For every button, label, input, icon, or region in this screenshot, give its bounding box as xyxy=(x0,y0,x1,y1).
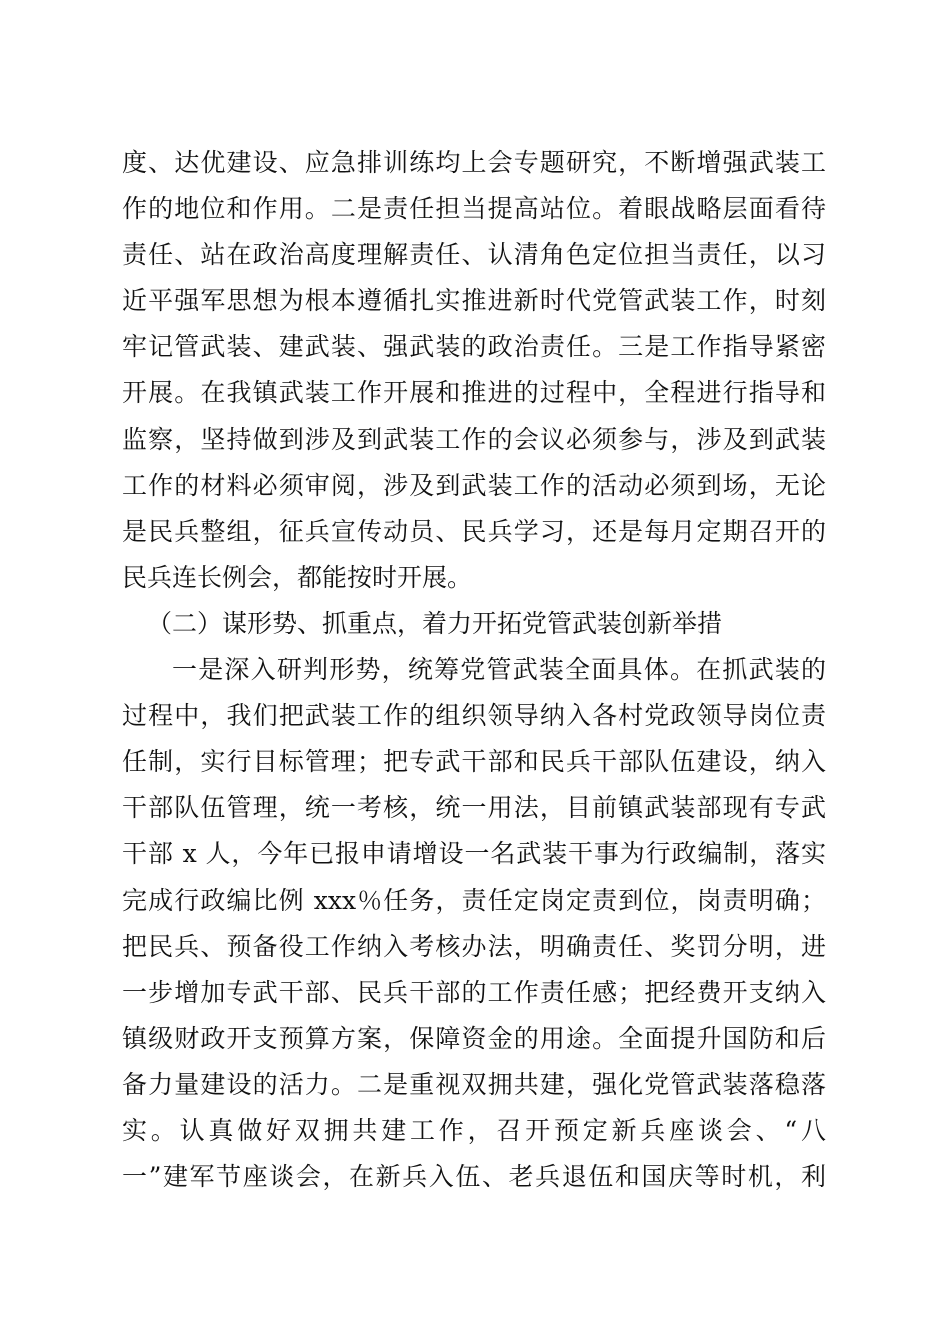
body-line-18: 把民兵、预备役工作纳入考核办法，明确责任、奖罚分明，进 xyxy=(122,931,826,961)
body-line-4: 近平强军思想为根本遵循扎实推进新时代党管武装工作，时刻 xyxy=(122,286,826,316)
body-line-17: 完成行政编比例 xxx％任务，责任定岗定责到位，岗责明确； xyxy=(122,885,826,915)
body-line-15: 干部队伍管理，统一考核，统一用法，目前镇武装部现有专武 xyxy=(122,793,826,823)
body-line-19: 一步增加专武干部、民兵干部的工作责任感；把经费开支纳入 xyxy=(122,977,826,1007)
body-line-23: 一”建军节座谈会，在新兵入伍、老兵退伍和国庆等时机，利 xyxy=(122,1162,826,1192)
body-line-14: 任制，实行目标管理；把专武干部和民兵干部队伍建设，纳入 xyxy=(122,747,826,777)
body-line-22: 实。认真做好双拥共建工作，召开预定新兵座谈会、“八 xyxy=(122,1115,826,1145)
body-line-2: 作的地位和作用。二是责任担当提高站位。着眼战略层面看待 xyxy=(122,194,826,224)
body-line-3: 责任、站在政治高度理解责任、认清角色定位担当责任，以习 xyxy=(122,240,826,270)
body-line-5: 牢记管武装、建武装、强武装的政治责任。三是工作指导紧密 xyxy=(122,332,826,362)
body-line-8: 工作的材料必须审阅，涉及到武装工作的活动必须到场，无论 xyxy=(122,470,826,500)
section-heading: （二）谋形势、抓重点，着力开拓党管武装创新举措 xyxy=(147,608,723,638)
body-line-16: 干部 x 人，今年已报申请增设一名武装干事为行政编制，落实 xyxy=(122,839,826,869)
body-line-12: 一是深入研判形势，统筹党管武装全面具体。在抓武装的 xyxy=(172,655,826,685)
body-line-7: 监察，坚持做到涉及到武装工作的会议必须参与，涉及到武装 xyxy=(122,424,826,454)
document-body xyxy=(122,140,826,1200)
body-line-6: 开展。在我镇武装工作开展和推进的过程中，全程进行指导和 xyxy=(122,378,826,408)
body-line-13: 过程中，我们把武装工作的组织领导纳入各村党政领导岗位责 xyxy=(122,701,826,731)
body-line-10: 民兵连长例会，都能按时开展。 xyxy=(122,562,473,592)
body-line-20: 镇级财政开支预算方案，保障资金的用途。全面提升国防和后 xyxy=(122,1023,826,1053)
body-line-1: 度、达优建设、应急排训练均上会专题研究，不断增强武装工 xyxy=(122,148,826,177)
body-line-9: 是民兵整组，征兵宣传动员、民兵学习，还是每月定期召开的 xyxy=(122,516,826,546)
body-line-21: 备力量建设的活力。二是重视双拥共建，强化党管武装落稳落 xyxy=(122,1069,826,1099)
